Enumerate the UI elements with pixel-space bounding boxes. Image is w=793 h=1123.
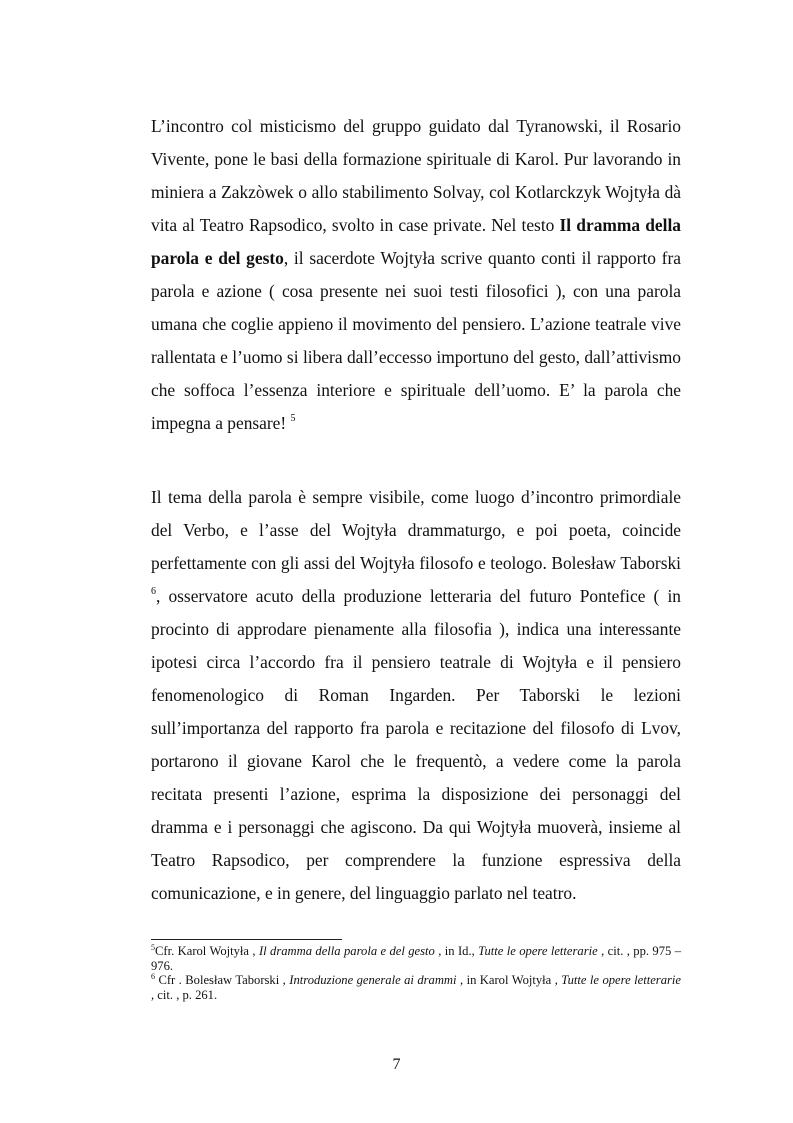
footnote-italic-title: Il dramma della parola e del gesto [258,944,435,958]
footnote-text: in Karol Wojtyła , [463,973,562,988]
footnote-text: , in Id., [434,944,479,958]
footnote-6 [151,973,681,1002]
book-title-bold: Il dramma della parola e del gesto [151,215,681,268]
footnote-separator [151,939,342,940]
paragraph-1 [151,110,681,440]
footnote-italic-title: Tutte le opere letterarie , [151,973,681,1002]
footnotes [151,944,681,1002]
footnote-mark: 5 [151,943,155,952]
footnote-ref-6[interactable]: 6 [151,586,156,597]
footnote-mark: 6 [151,972,155,982]
paragraph-2 [151,481,681,910]
footnote-text: Cfr. Karol Wojtyła , [155,944,259,958]
footnote-italic-title: Tutte le opere letterarie [478,944,598,958]
footnote-text: , cit. , pp. 975 – 976. [151,944,681,973]
footnote-text: cit. , p. 261. [154,987,218,1002]
paragraph-1-text-a: L’incontro col misticismo del gruppo guidato dal Tyranowski, il Rosario Vivente, pone le basi della formazione spirituale di Karol. Pur lavorando in miniera a Zakzòwek o allo stabilimento Solvay, col Kotlarckzyk Wojtyła dà vita al Teatro Rapsodico, svolto in case private. Nel testo [151,116,681,235]
page-number: 7 [392,1056,401,1073]
paragraph-2-text-a: Il tema della parola è sempre visibile, come luogo d’incontro primordiale del Verbo, e l’asse del Wojtyła drammaturgo, e poi poeta, coincide perfettamente con gli assi del Wojtyła filosofo e teologo. Bolesław Taborski [151,487,681,573]
paragraph-2-text-b: , osservatore acuto della produzione letteraria del futuro Pontefice ( in procinto di approdare pienamente alla filosofia ), indica una interessante ipotesi circa l’accordo fra il pensiero teatrale di Wojtyła e il pensiero fenomenologico di Roman Ingarden. Per Taborski le lezioni sull’importanza del rapporto fra parola e recitazione del filosofo di Lvov, portarono il giovane Karol che le frequentò, a vedere come la parola recitata presenti l’azione, esprima la disposizione dei personaggi del dramma e i personaggi che agiscono. Da qui Wojtyła muoverà, insieme al Teatro Rapsodico, per comprendere la funzione espressiva della comunicazione, e in genere, del linguaggio parlato nel teatro. [151,586,681,903]
footnote-ref-5[interactable]: 5 [290,413,296,424]
footnote-5 [151,944,681,973]
footnote-text: Cfr . Bolesław Taborski , [155,973,290,988]
paragraph-1-text-b: , il sacerdote Wojtyła scrive quanto conti il rapporto fra parola e azione ( cosa presente nei suoi testi filosofici ), con una parola umana che coglie appieno il movimento del pensiero. L’azione teatrale vive rallentata e l’uomo si libera dall’eccesso importuno del gesto, dall’attivismo che soffoca l’essenza interiore e spirituale dell’uomo. E’ la parola che impegna a pensare! [151,248,681,433]
footnote-italic-title: Introduzione generale ai drammi , [289,973,464,988]
